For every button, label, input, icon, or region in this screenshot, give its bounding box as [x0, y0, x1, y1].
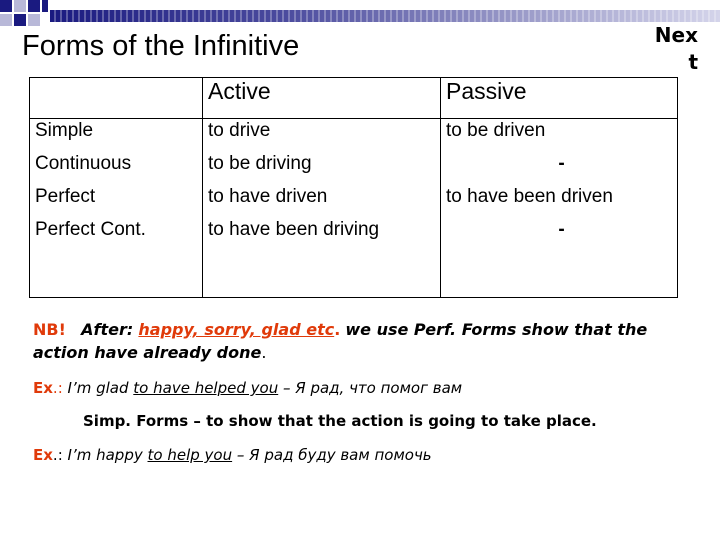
decor-square	[14, 0, 26, 12]
active-form: to be driving	[208, 153, 312, 174]
ex1-underlined: to have helped you	[133, 379, 279, 397]
slide-title: Forms of the Infinitive	[22, 30, 300, 62]
ex2-label: Ex	[33, 446, 53, 464]
next-link[interactable]: Next	[654, 23, 698, 74]
gradient-stripes	[50, 10, 720, 22]
ex1-label: Ex	[33, 379, 53, 397]
active-form: to drive	[208, 120, 271, 141]
decor-square	[0, 14, 12, 26]
after-label: After:	[81, 320, 134, 339]
decor-square	[14, 14, 26, 26]
table-body-row	[30, 119, 678, 298]
passive-form-dash: -	[558, 153, 565, 174]
header-empty-cell	[30, 78, 203, 119]
passive-form-dash: -	[558, 219, 565, 240]
after-end: .	[261, 343, 267, 362]
infinitive-table	[29, 77, 678, 298]
ex2-translation: – Я рад буду вам помочь	[236, 446, 432, 464]
ex2-underlined: to help you	[147, 446, 233, 464]
nb-note	[33, 318, 703, 364]
decor-square	[42, 0, 48, 12]
form-label: Simple	[35, 120, 94, 141]
form-label: Continuous	[35, 153, 132, 174]
after-words: happy, sorry, glad etc	[138, 320, 335, 339]
table-header-row	[30, 78, 678, 119]
active-form: to have driven	[208, 186, 328, 207]
decor-square	[28, 0, 40, 12]
after-dot: .	[334, 320, 341, 339]
ex1-colon: .:	[52, 379, 63, 397]
decor-square	[28, 14, 40, 26]
active-forms-cell	[203, 119, 441, 298]
passive-form: to have been driven	[446, 186, 613, 207]
passive-forms-cell	[441, 119, 678, 298]
header-active: Active	[203, 78, 441, 119]
ex1-pre: I’m glad	[67, 379, 129, 397]
simp-end: .	[591, 412, 597, 430]
nb-label: NB!	[33, 320, 66, 339]
ex1-translation: – Я рад, что помог вам	[282, 379, 463, 397]
simp-forms-note	[33, 411, 703, 431]
ex2-colon: .:	[52, 446, 63, 464]
forms-label-cell	[30, 119, 203, 298]
after-rest: we use Perf. Forms show that the action have already done	[33, 320, 648, 362]
header-passive: Passive	[441, 78, 678, 119]
example-2	[33, 445, 703, 465]
form-label: Perfect	[35, 186, 96, 207]
active-form: to have been driving	[208, 219, 380, 240]
top-decoration-bar	[0, 0, 720, 26]
passive-form: to be driven	[446, 120, 546, 141]
notes-section	[33, 318, 703, 465]
form-label: Perfect Cont.	[35, 219, 146, 240]
example-1	[33, 378, 703, 398]
simp-text: Simp. Forms – to show that the action is going to take place	[83, 412, 592, 430]
ex2-pre: I’m happy	[67, 446, 143, 464]
decor-square	[0, 0, 12, 12]
